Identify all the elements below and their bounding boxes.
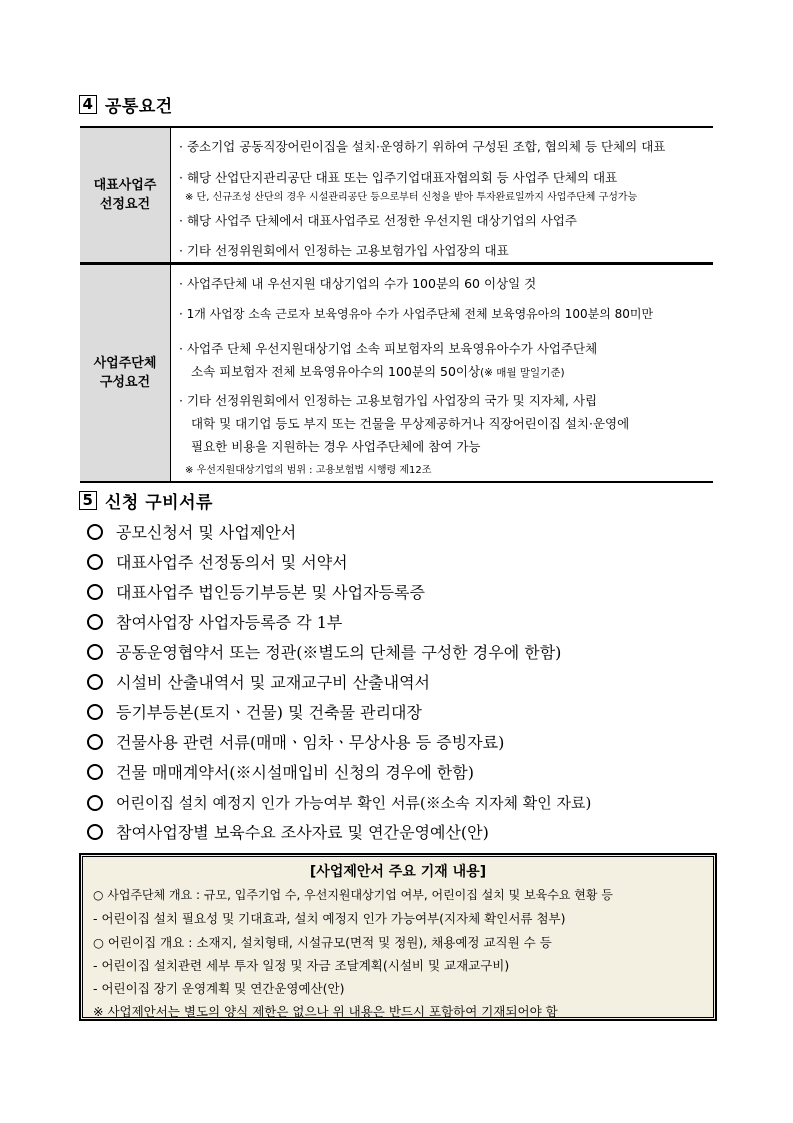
list-item	[87, 578, 591, 608]
row-header-line-1: 사업주단체	[93, 356, 157, 371]
requirement-line: · 사업주단체 내 우선지원 대상기업의 수가 100분의 60 이상일 것	[179, 276, 537, 291]
section-5-number: 5	[79, 491, 97, 510]
row-body	[179, 265, 709, 481]
circle-bullet-icon	[87, 674, 103, 690]
requirement-note: ※ 단, 신규조성 산단의 경우 시설관리공단 등으로부터 신청을 받아 투자완료일까지 사업주단체 구성가능	[185, 192, 638, 203]
circle-bullet-icon	[87, 734, 103, 750]
circle-bullet-icon	[87, 764, 103, 780]
list-item	[87, 548, 591, 578]
section-5-title	[79, 488, 213, 513]
requirement-line: · 1개 사업장 소속 근로자 보육영유아 수가 사업주단체 전체 보육영유아의 100분의 80미만	[179, 307, 654, 321]
row-body	[179, 128, 709, 262]
circle-bullet-icon	[87, 644, 103, 660]
circle-bullet-icon	[87, 584, 103, 600]
list-item	[87, 788, 591, 818]
list-item	[87, 728, 591, 758]
proposal-line: - 어린이집 설치 필요성 및 기대효과, 설치 예정지 인가 가능여부(지자체 확인서류 첨부)	[93, 911, 566, 926]
list-item-text: 공모신청서 및 사업제안서	[116, 523, 297, 542]
requirement-line-continued	[191, 362, 565, 380]
list-item	[87, 638, 591, 668]
list-item	[87, 758, 591, 788]
row-header-line-1: 대표사업주	[93, 178, 157, 193]
requirement-line: · 해당 산업단지관리공단 대표 또는 입주기업대표자협의회 등 사업주 단체의 대표	[179, 170, 618, 185]
list-item-text: 참여사업장별 보육수요 조사자료 및 연간운영예산(안)	[116, 823, 489, 842]
list-item-text: 시설비 산출내역서 및 교재교구비 산출내역서	[116, 673, 431, 692]
requirement-line: · 사업주 단체 우선지원대상기업 소속 피보험자의 보육영유아수가 사업주단체	[179, 341, 598, 356]
proposal-line: ○ 어린이집 개요 : 소재지, 설치형태, 시설규모(면적 및 정원), 채용예정 교직원 수 등	[93, 935, 552, 950]
list-item-text: 참여사업장 사업자등록증 각 1부	[116, 613, 343, 632]
section-4-heading: 공통요건	[105, 97, 173, 117]
requirement-line: · 중소기업 공동직장어린이집을 설치·운영하기 위하여 구성된 조합, 협의체 등 단체의 대표	[179, 139, 666, 154]
circle-bullet-icon	[87, 824, 103, 840]
list-item	[87, 818, 591, 848]
list-item	[87, 518, 591, 548]
list-item-text: 대표사업주 법인등기부등본 및 사업자등록증	[116, 583, 425, 602]
requirement-line: · 해당 사업주 단체에서 대표사업주로 선정한 우선지원 대상기업의 사업주	[179, 213, 578, 228]
list-item-text: 공동운영협약서 또는 정관(※별도의 단체를 구성한 경우에 한함)	[116, 643, 562, 662]
employer-group-requirements-row	[80, 263, 713, 483]
section-5-heading: 신청 구비서류	[105, 493, 213, 513]
list-item-text: 대표사업주 선정동의서 및 서약서	[116, 553, 348, 572]
row-header-line-2: 구성요건	[99, 375, 151, 390]
list-item-text: 어린이집 설치 예정지 인가 가능여부 확인 서류(※소속 지자체 확인 자료)	[116, 794, 592, 812]
section-4-number: 4	[79, 95, 97, 114]
list-item	[87, 698, 591, 728]
circle-bullet-icon	[87, 524, 103, 540]
circle-bullet-icon	[87, 704, 103, 720]
circle-bullet-icon	[87, 795, 103, 811]
requirement-line-continued: 필요한 비용을 지원하는 경우 사업주단체에 참여 가능	[191, 439, 481, 454]
row-header	[80, 265, 171, 481]
row-header-line-2: 선정요건	[99, 197, 151, 212]
requirement-line-continued: 대학 및 대기업 등도 부지 또는 건물을 무상제공하거나 직장어린이집 설치·운영에	[191, 416, 630, 431]
list-item	[87, 608, 591, 638]
proposal-line: - 어린이집 설치관련 세부 투자 일정 및 자금 조달계획(시설비 및 교재교구비)	[93, 958, 510, 973]
required-documents-list	[87, 518, 591, 848]
requirement-note: ※ 우선지원대상기업의 범위 : 고용보험법 시행령 제12조	[185, 465, 432, 476]
proposal-contents-box	[79, 853, 717, 1021]
list-item	[87, 668, 591, 698]
proposal-line: ※ 사업제안서는 별도의 양식 제한은 없으나 위 내용은 반드시 포함하여 기재되어야 함	[93, 1004, 558, 1019]
list-item-text: 등기부등본(토지ㆍ건물) 및 건축물 관리대장	[116, 703, 422, 722]
proposal-line: ○ 사업주단체 개요 : 규모, 입주기업 수, 우선지원대상기업 여부, 어린이집 설치 및 보육수요 현황 등	[93, 888, 613, 902]
requirement-line: · 기타 선정위원회에서 인정하는 고용보험가입 사업장의 대표	[179, 243, 509, 258]
circle-bullet-icon	[87, 554, 103, 570]
proposal-line: - 어린이집 장기 운영계획 및 연간운영예산(안)	[93, 981, 345, 996]
proposal-box-title: [사업제안서 주요 기재 내용]	[309, 864, 487, 880]
list-item-text: 건물 매매계약서(※시설매입비 신청의 경우에 한함)	[116, 763, 474, 782]
list-item-text: 건물사용 관련 서류(매매ㆍ임차ㆍ무상사용 등 증빙자료)	[116, 733, 505, 752]
requirement-text: 소속 피보험자 전체 보육영유아수의 100분의 50이상	[191, 364, 481, 379]
rep-employer-requirements-row	[80, 126, 713, 264]
circle-bullet-icon	[87, 614, 103, 630]
requirement-line: · 기타 선정위원회에서 인정하는 고용보험가입 사업장의 국가 및 지자체, 사립	[179, 393, 598, 408]
row-header	[80, 128, 171, 262]
section-4-title	[79, 92, 173, 117]
requirement-note-inline: (※ 매월 말일기준)	[480, 367, 565, 379]
